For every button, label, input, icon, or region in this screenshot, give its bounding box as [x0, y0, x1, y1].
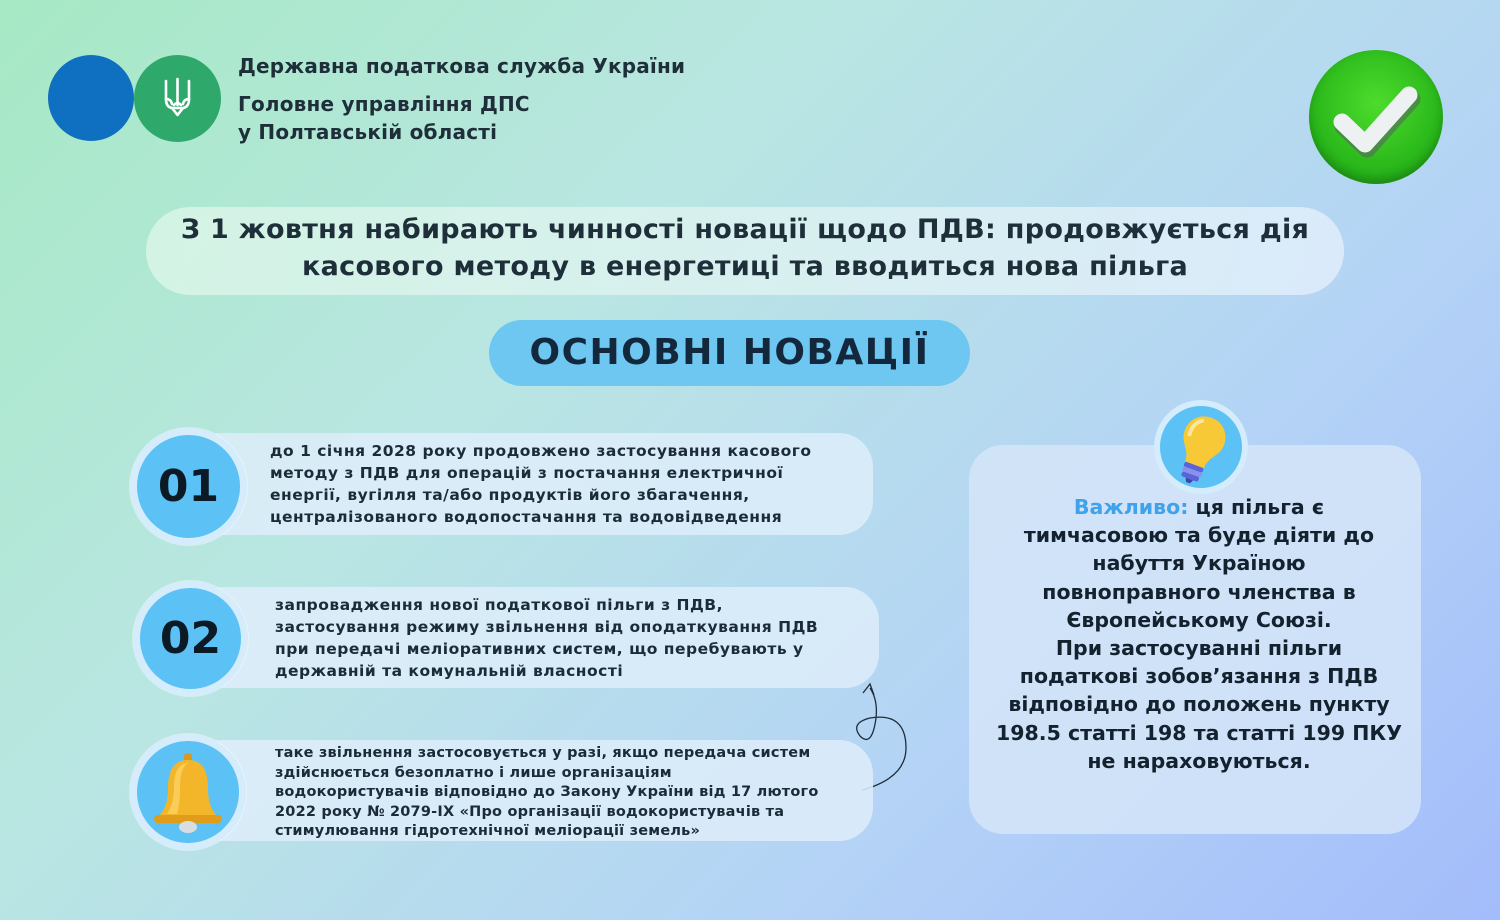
list-item-3-line: здійснюється безоплатно і лише організаціям: [275, 764, 672, 781]
org-name: Державна податкова служба України: [238, 54, 686, 78]
bell-badge: [130, 734, 246, 850]
list-item-2-line: при передачі меліоративних систем, що перебувають у: [275, 640, 804, 658]
note-line: набуття Україною: [1092, 551, 1306, 576]
list-item-2-text: [275, 594, 818, 682]
list-item-3-text: [275, 744, 819, 842]
checkmark-icon: [1309, 50, 1443, 184]
list-item-3-line: водокористувачів відповідно до Закону України від 17 лютого: [275, 784, 819, 801]
bell-icon: [137, 741, 239, 843]
trident-icon: [162, 77, 193, 119]
note-line: 198.5 статті 198 та статті 199 ПКУ: [996, 720, 1402, 745]
number-badge-2: [133, 581, 248, 696]
note-text: [980, 493, 1418, 775]
number-badge-2-text: 02: [159, 613, 222, 664]
page-title-line1: З 1 жовтня набирають чинності новації щодо ПДВ: продовжується дія: [180, 214, 1310, 245]
note-line-rest: ця пільга є: [1188, 495, 1325, 519]
logo-green-circle: [134, 55, 221, 142]
list-item-1-line: енергії, вугілля та/або продуктів його збагачення,: [270, 486, 750, 504]
list-item-3-line: 2022 року № 2079-IX «Про організації водокористувачів та: [275, 803, 785, 820]
note-highlight: Важливо:: [1073, 495, 1189, 519]
note-line: податкові зобов’язання з ПДВ: [1019, 664, 1379, 689]
note-line: відповідно до положень пункту: [1008, 692, 1390, 717]
lightbulb-icon: [1160, 406, 1242, 488]
list-item-1-line: централізованого водопостачання та водовідведення: [270, 508, 783, 526]
list-item-3-line: стимулювання гідротехнічної меліорації земель»: [275, 823, 701, 840]
note-line: тимчасовою та буде діяти до: [1023, 523, 1375, 548]
list-item-1-text: [270, 440, 812, 528]
note-line: [980, 493, 1418, 521]
note-line: При застосуванні пільги: [1055, 636, 1343, 661]
org-department: [238, 90, 530, 146]
list-item-1-line: до 1 січня 2028 року продовжено застосування касового: [270, 442, 812, 460]
list-item-2-line: застосування режиму звільнення від оподаткування ПДВ: [275, 618, 819, 636]
section-heading: ОСНОВНІ НОВАЦІЇ: [529, 332, 930, 373]
list-item-1-line: методу з ПДВ для операцій з постачання електричної: [270, 464, 784, 482]
number-badge-1-text: 01: [157, 461, 220, 512]
list-item-2-line: запровадження нової податкової пільги з ПДВ,: [275, 596, 724, 614]
org-department-line1: Головне управління ДПС: [238, 92, 530, 116]
page-title: [146, 211, 1344, 285]
check-badge: [1309, 50, 1443, 184]
list-item-3-line: таке звільнення застосовується у разі, якщо передача систем: [275, 745, 811, 761]
logo-blue-circle: [48, 55, 134, 141]
lightbulb-badge: [1154, 400, 1248, 494]
number-badge-1: [130, 428, 247, 545]
note-line: не нараховуються.: [1087, 748, 1311, 773]
list-item-2-line: державній та комунальній власності: [275, 662, 624, 680]
note-line: Європейському Союзі.: [1066, 607, 1332, 632]
note-line: повноправного членства в: [1042, 579, 1356, 604]
org-department-line2: у Полтавській області: [238, 120, 498, 144]
page-title-line2: касового методу в енергетиці та вводиться нова пільга: [302, 251, 1188, 282]
